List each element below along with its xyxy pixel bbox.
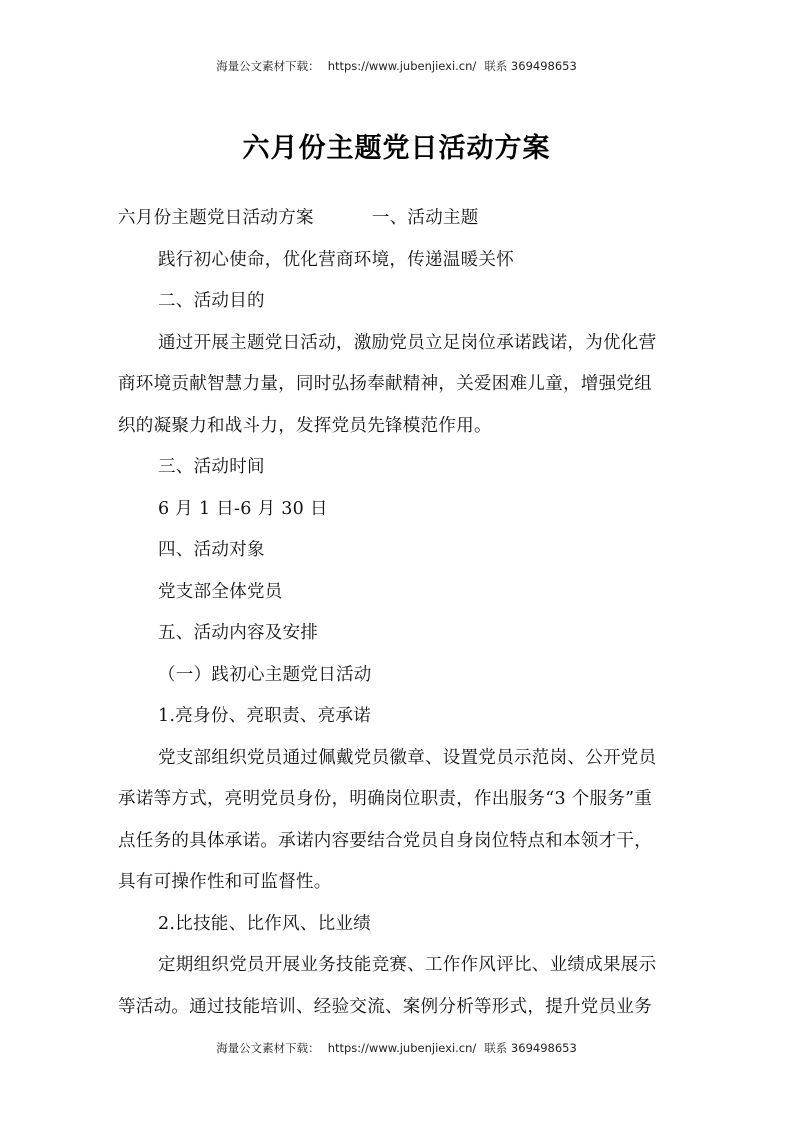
first-line-title: 六月份主题党日活动方案 [118,208,314,228]
paragraph-item2 [118,945,678,1028]
footer-url-link[interactable]: https://www.jubenjiexi.cn/ [327,1041,477,1055]
paragraph-item1 [118,738,678,904]
section-heading-4: 四、活动对象 [158,540,265,560]
header-url-link[interactable]: https://www.jubenjiexi.cn/ [327,59,477,73]
paragraph-line: 定期组织党员开展业务技能竞赛、工作作风评比、业绩成果展示 [158,955,657,975]
paragraph-line: 具有可操作性和可监督性。 [118,872,332,892]
item-heading-1: 1.亮身份、亮职责、亮承诺 [158,706,372,726]
section-heading-2: 二、活动目的 [158,291,265,311]
paragraph-line: 承诺等方式，亮明党员身份，明确岗位职责，作出服务“3 个服务”重 [118,789,653,809]
first-line [118,198,678,240]
footer-contact: 联系 369498653 [484,1041,577,1055]
paragraph-target: 党支部全体党员 [158,581,283,602]
item-heading-2: 2.比技能、比作风、比业绩 [158,913,372,934]
paragraph-line: 商环境贡献智慧力量，同时弘扬奉献精神，关爱困难儿童，增强党组 [118,374,652,394]
paragraph-line: 织的凝聚力和战斗力，发挥党员先锋模范作用。 [118,415,492,436]
header-contact: 联系 369498653 [484,59,577,73]
subsection-heading-1: （一）践初心主题党日活动 [158,664,372,685]
paragraph-time: 6 月 1 日-6 月 30 日 [158,498,328,519]
paragraph-line: 点任务的具体承诺。承诺内容要结合党员自身岗位特点和本领才干， [118,830,652,851]
document-title: 六月份主题党日活动方案 [242,133,551,164]
document-body [118,198,678,1028]
section-heading-1: 一、活动主题 [371,208,479,228]
section-heading-3: 三、活动时间 [158,457,265,477]
paragraph-theme: 践行初心使命，优化营商环境，传递温暖关怀 [158,249,514,270]
paragraph-line: 通过开展主题党日活动，激励党员立足岗位承诺践诺，为优化营 [158,332,657,353]
paragraph-purpose [118,323,678,448]
page-footer [0,1040,793,1056]
paragraph-line: 党支部组织党员通过佩戴党员徽章、设置党员示范岗、公开党员 [158,747,657,768]
page-header [0,58,793,74]
paragraph-line: 等活动。通过技能培训、经验交流、案例分析等形式，提升党员业务 [118,996,652,1017]
footer-label: 海量公文素材下载： [216,1041,320,1055]
header-label: 海量公文素材下载： [216,59,320,73]
section-heading-5: 五、活动内容及安排 [158,623,319,643]
